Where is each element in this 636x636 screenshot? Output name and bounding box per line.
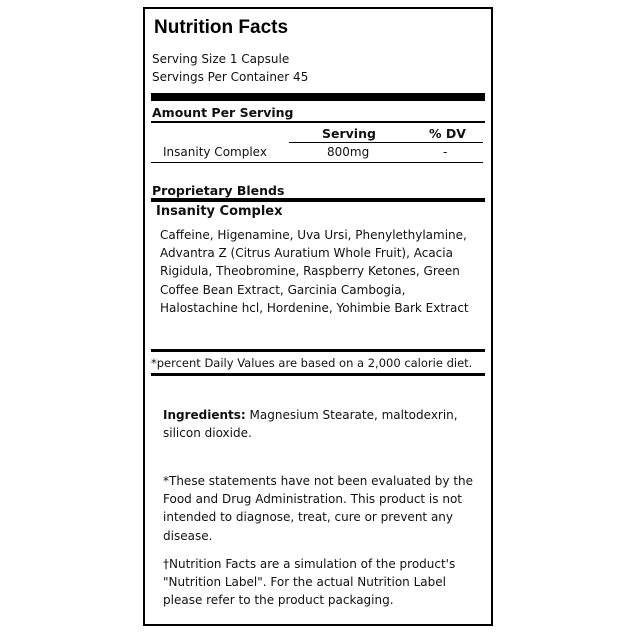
ingredients-paragraph [163,406,483,442]
simulation-note: †Nutrition Facts are a simulation of the product's "Nutrition Label". For the actual Nutrition Label please refer to the product packaging. [163,557,456,608]
row-serving: 800mg [327,145,370,159]
column-header-dv: % DV [429,126,466,141]
row-name: Insanity Complex [163,145,267,159]
ingredients-label: Ingredients: [163,408,246,422]
fda-disclaimer: *These statements have not been evaluated by the Food and Drug Administration. This product is not intended to diagnose, treat, cure or prevent any disease. [163,474,474,543]
servings-per-container: Servings Per Container 45 [152,70,309,84]
proprietary-blends-heading: Proprietary Blends [152,183,285,198]
column-header-serving: Serving [322,126,376,141]
table-bottom-rule [151,162,483,163]
divider [151,349,485,352]
daily-value-note: *percent Daily Values are based on a 2,000 calorie diet. [151,356,473,370]
table-header-rule [289,142,483,143]
label-title: Nutrition Facts [154,17,289,38]
ingredients-text: Magnesium Stearate, maltodexrin, silicon dioxide. [163,408,458,441]
thick-divider [151,93,485,101]
blend-name: Insanity Complex [156,204,283,219]
row-dv: - [443,145,448,159]
nutrition-facts-label [143,7,493,626]
divider [151,198,485,202]
divider [151,121,485,123]
amount-per-serving-heading: Amount Per Serving [152,105,294,120]
serving-size: Serving Size 1 Capsule [152,52,290,66]
divider [151,373,485,376]
blend-ingredients: Caffeine, Higenamine, Uva Ursi, Phenylethylamine, Advantra Z (Citrus Auratium Whole Fruit), Acacia Rigidula, Theobromine, Raspberry Ketones, Green Coffee Bean Extract, Garcinia Cambogia, Halostachine hcl, Hordenine, Yohimbie Bark Extract [160,228,469,315]
